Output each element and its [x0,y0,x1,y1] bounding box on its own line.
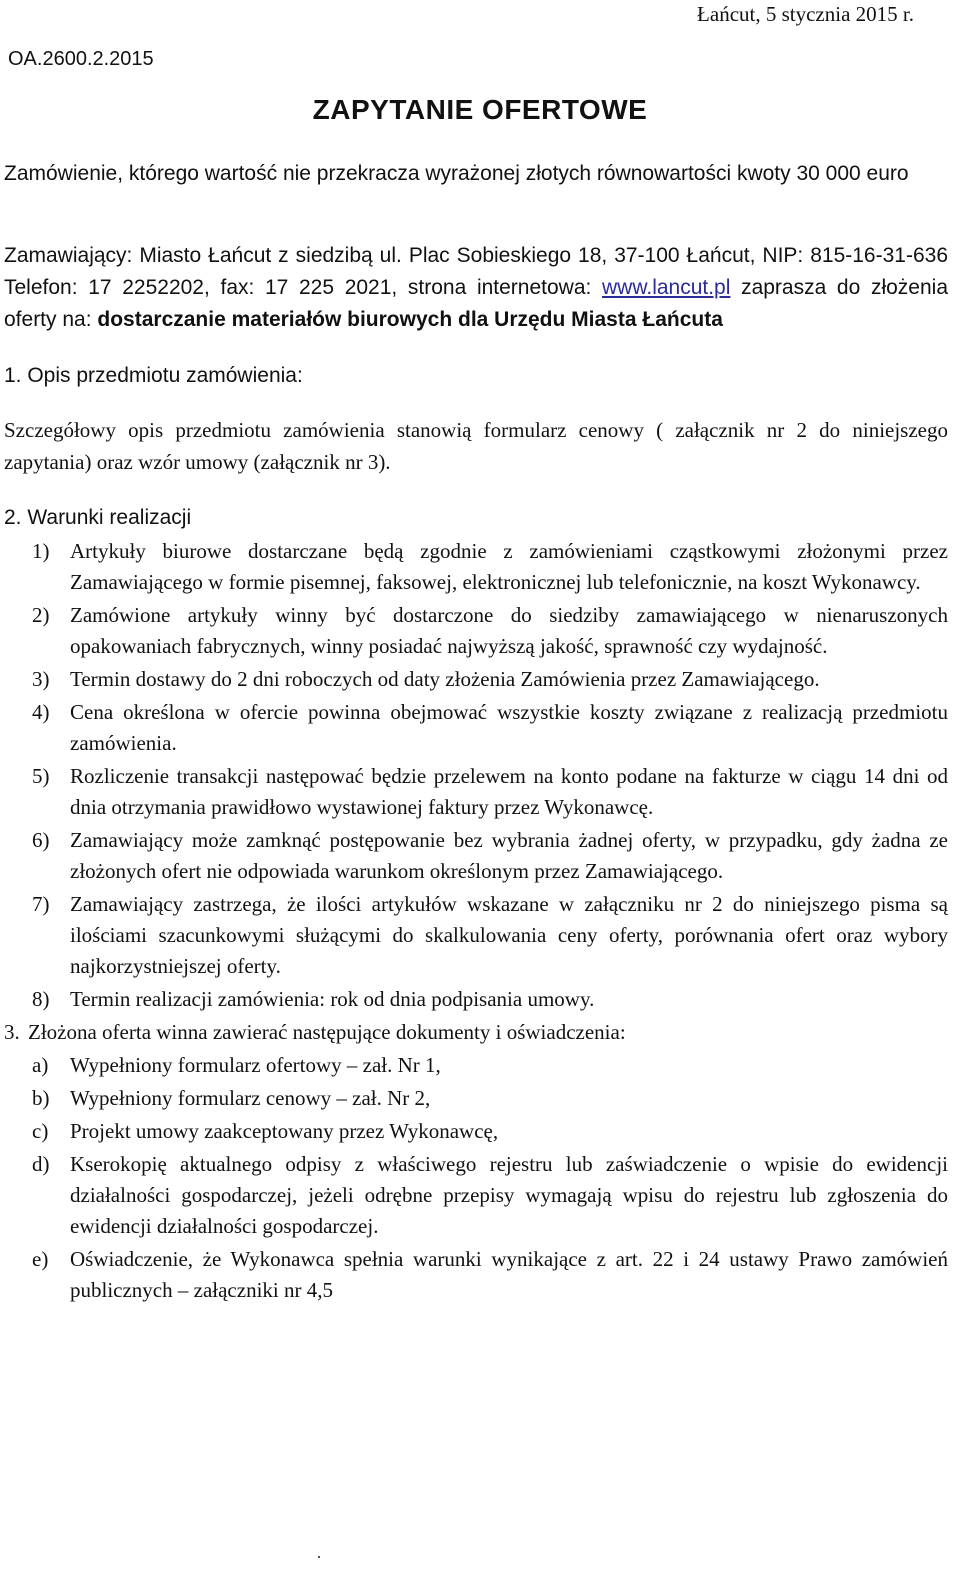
item-number: 1) [32,539,50,563]
list-item [4,825,948,887]
item-number: 7) [32,892,50,916]
website-link[interactable]: www.lancut.pl [602,276,731,299]
subject-bold-text: dostarczanie materiałów biurowych dla Urzędu Miasta Łańcuta [97,308,723,331]
list-item [4,984,948,1015]
section-1-text: Szczegółowy opis przedmiotu zamówienia stanowią formularz cenowy ( załącznik nr 2 do niniejszego zapytania) oraz wzór umowy (załącznik nr 3). [4,418,948,474]
conditions-list [4,536,948,1308]
item-letter: e) [32,1247,49,1271]
document-title: ZAPYTANIE OFERTOWE [312,94,648,125]
item-number: 6) [32,828,50,852]
reference-number: OA.2600.2.2015 [8,48,154,70]
list-item [4,1149,948,1242]
list-item [4,664,948,695]
item-text: Wypełniony formularz ofertowy – zał. Nr 1, [70,1053,441,1077]
item-number: 2) [32,603,50,627]
item-text: Rozliczenie transakcji następować będzie przelewem na konto podane na fakturze w ciągu 14 dni od dnia otrzymania prawidłowo wystawionej faktury przez Wykonawcę. [70,764,948,819]
list-item [4,761,948,823]
section-2-heading: 2. Warunki realizacji [4,506,192,529]
item-text: Zamówione artykuły winny być dostarczone do siedziby zamawiającego w nienaruszonych opakowaniach fabrycznych, winny posiadać najwyższą jakość, sprawność czy wydajność. [70,603,948,658]
section-1-heading: 1. Opis przedmiotu zamówienia: [4,364,303,387]
item-number: 8) [32,987,50,1011]
intro-paragraph-contracting-authority [4,240,948,336]
item-letter: d) [32,1152,50,1176]
item-text: Wypełniony formularz cenowy – zał. Nr 2, [70,1086,431,1110]
item-text: Artykuły biurowe dostarczane będą zgodnie z zamówieniami cząstkowymi złożonymi przez Zamawiającego w formie pisemnej, faksowej, elektronicznej lub telefonicznie, na koszt Wykonawcy. [70,539,948,594]
authority-details-text: Zamawiający: Miasto Łańcut z siedzibą ul. Plac Sobieskiego 18, 37-100 Łańcut, NIP: 815-16-31-636 Telefon: 17 2252202, fax: 17 225 2021, strona internetowa: [4,244,948,299]
item-text: Zamawiający zastrzega, że ilości artykułów wskazane w załączniku nr 2 do niniejszego pisma są ilościami szacunkowymi służącymi do skalkulowania ceny oferty, porównania ofert oraz wybory najkorzystniejszej oferty. [70,892,948,978]
item-text: Cena określona w ofercie powinna obejmować wszystkie koszty związane z realizacją przedmiotu zamówienia. [70,700,948,755]
place-date: Łańcut, 5 stycznia 2015 r. [697,2,914,26]
item-letter: a) [32,1053,49,1077]
item-text: Termin realizacji zamówienia: rok od dnia podpisania umowy. [70,987,595,1011]
list-item [4,1116,948,1147]
item-number: 5) [32,764,50,788]
list-item [4,889,948,982]
item-text: Termin dostawy do 2 dni roboczych od daty złożenia Zamówienia przez Zamawiającego. [70,667,820,691]
section-3-heading-text: Złożona oferta winna zawierać następujące dokumenty i oświadczenia: [28,1020,626,1044]
section-3-heading [4,1017,948,1048]
item-text: Zamawiający może zamknąć postępowanie bez wybrania żadnej oferty, w przypadku, gdy żadna ze złożonych ofert nie odpowiada warunkom określonym przez Zamawiającego. [70,828,948,883]
list-item [4,1050,948,1081]
section-3-number: 3. [4,1020,20,1044]
item-letter: b) [32,1086,50,1110]
item-letter: c) [32,1119,49,1143]
list-item [4,1083,948,1114]
list-item [4,600,948,662]
list-item [4,536,948,598]
invitation-text: zaprasza do złożenia oferty na: [4,276,949,331]
list-item [4,697,948,759]
list-item [4,1244,948,1306]
item-text: Kserokopię aktualnego odpisy z właściwego rejestru lub zaświadczenie o wpisie do ewidencji działalności gospodarczej, jeżeli odrębne przepisy wymagają wpisu do rejestru lub zgłoszenia do ewidencji działalności gospodarczej. [70,1152,948,1238]
item-text: Oświadczenie, że Wykonawca spełnia warunki wynikające z art. 22 i 24 ustawy Prawo zamówień publicznych – załączniki nr 4,5 [70,1247,948,1302]
item-text: Projekt umowy zaakceptowany przez Wykonawcę, [70,1119,499,1143]
item-number: 4) [32,700,50,724]
item-number: 3) [32,667,50,691]
intro-paragraph-value-limit: Zamówienie, którego wartość nie przekracza wyrażonej złotych równowartości kwoty 30 000 euro [4,162,909,185]
scan-speck [318,1556,320,1558]
